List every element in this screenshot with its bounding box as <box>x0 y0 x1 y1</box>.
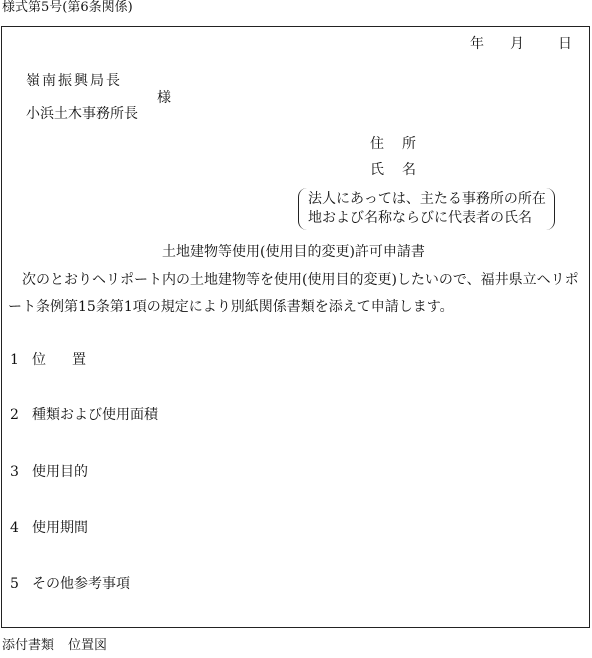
applicant-address-label <box>370 137 416 151</box>
item-number: 1 <box>10 352 19 368</box>
item-number: 2 <box>10 407 19 423</box>
attachments-value: 位置図 <box>68 638 108 653</box>
date-year-label: 年 <box>470 36 484 52</box>
address-label-part-1: 住 <box>370 136 384 152</box>
form-number-label: 様式第5号(第6条関係) <box>2 0 133 15</box>
item-number: 3 <box>10 464 19 480</box>
attachments-label: 添付書類 <box>2 638 55 653</box>
item-number: 5 <box>10 576 19 592</box>
item-label: 使用目的 <box>32 464 88 480</box>
name-label-part-2: 名 <box>402 162 416 178</box>
addressee-line-1: 嶺南振興局長 <box>26 73 122 89</box>
item-label-part-1: 位 <box>32 352 46 368</box>
document-title: 土地建物等使用(使用目的変更)許可申請書 <box>162 244 425 260</box>
addressee-line-2: 小浜土木事務所長 <box>26 106 138 122</box>
item-type-and-area <box>10 408 158 422</box>
application-body-text: 次のとおりヘリポート内の土地建物等を使用(使用目的変更)したいので、福井県立ヘリポート条例第15条第1項の規定により別紙関係書類を添えて申請します。 <box>8 272 579 315</box>
addressee-honorific: 様 <box>157 90 171 106</box>
item-purpose <box>10 465 88 479</box>
corporate-note-line-2: 地および名称ならびに代表者の氏名 <box>308 210 532 226</box>
date-row <box>470 37 572 51</box>
address-label-part-2: 所 <box>402 136 416 152</box>
date-day-label: 日 <box>558 36 572 52</box>
date-month-label: 月 <box>510 36 524 52</box>
item-label: その他参考事項 <box>32 576 130 592</box>
item-label: 使用期間 <box>32 520 88 536</box>
item-label: 種類および使用面積 <box>32 407 158 423</box>
application-form-frame <box>1 26 590 628</box>
name-label-part-1: 氏 <box>370 162 384 178</box>
item-other-reference <box>10 577 130 591</box>
item-number: 4 <box>10 520 19 536</box>
item-period <box>10 521 88 535</box>
item-label-part-2: 置 <box>72 352 86 368</box>
applicant-name-label <box>370 163 416 177</box>
attachments-row <box>2 639 107 652</box>
corporate-note <box>298 188 555 230</box>
item-location <box>10 353 86 367</box>
corporate-note-line-1: 法人にあっては、主たる事務所の所在 <box>308 191 546 207</box>
